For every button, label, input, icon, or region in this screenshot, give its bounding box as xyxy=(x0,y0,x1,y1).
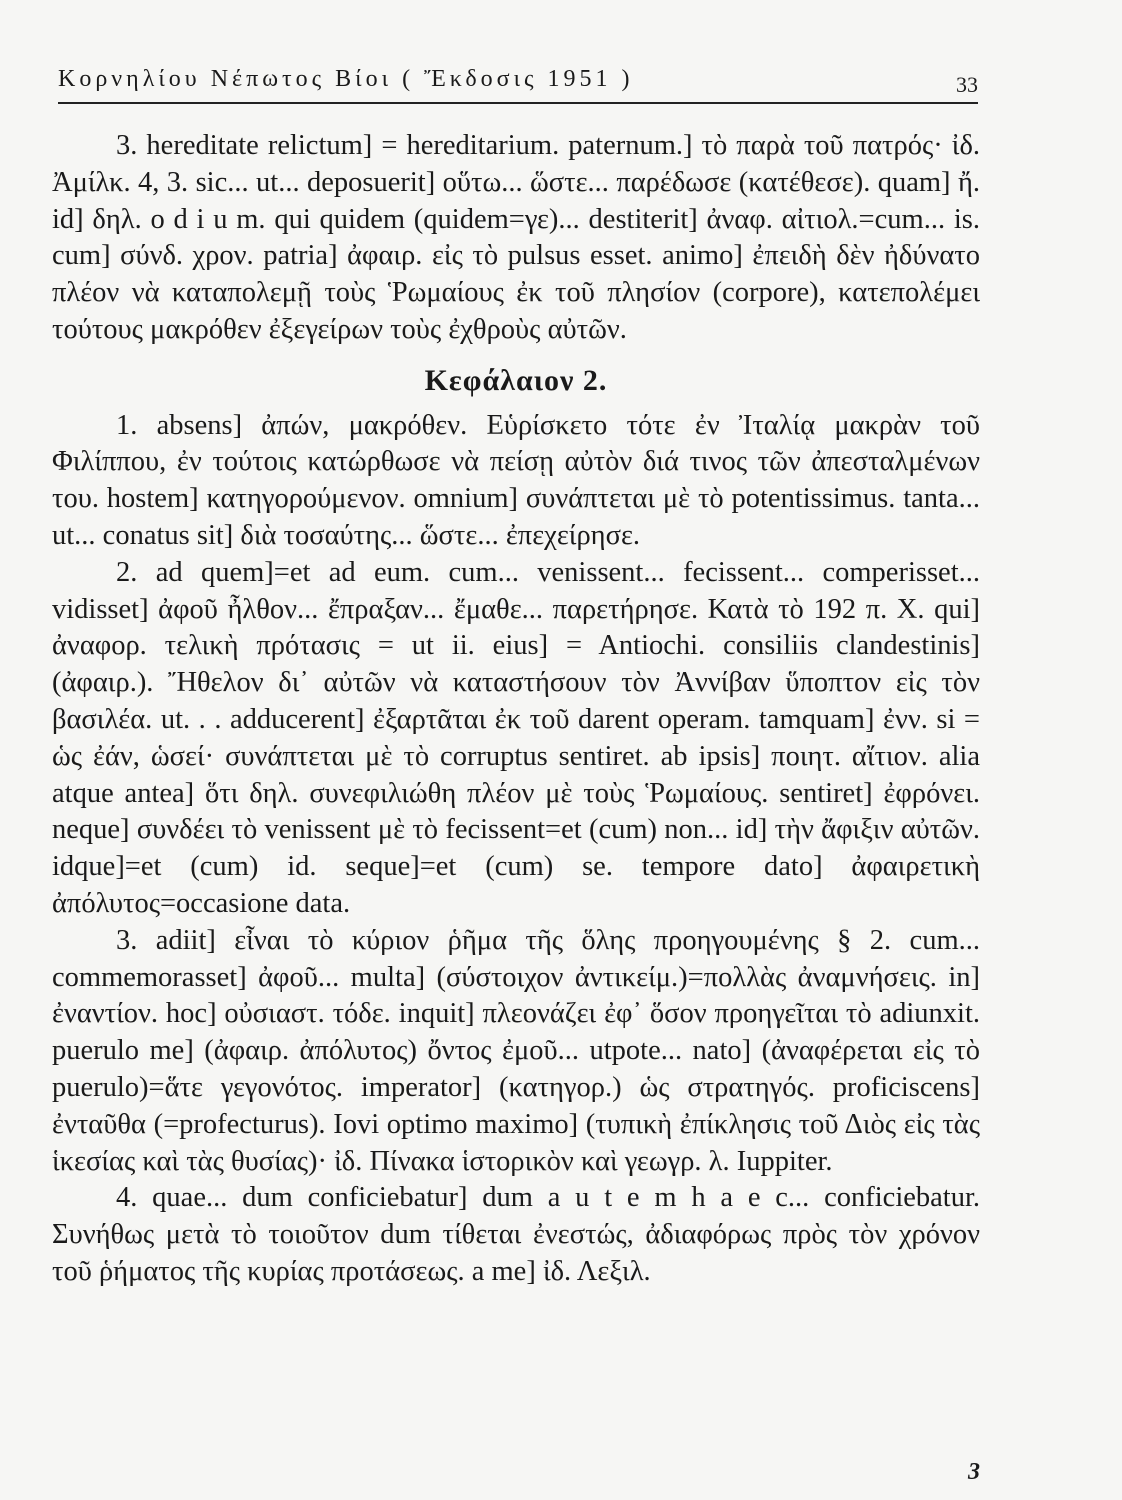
paragraph-ch2-note1: 1. absens] ἀπών, μακρόθεν. Εὑρίσκετο τότε ἐν Ἰταλίᾳ μακρὰν τοῦ Φιλίππου, ἐν τούτοις κατώρθωσε νὰ πείσῃ αὐτὸν διά τινος τῶν ἀπεσταλμένων του. hostem] κατηγορούμενον. omnium] συνάπτεται μὲ τὸ potentissimus. tanta... ut... conatus sit] διὰ τοσαύτης... ὥστε... ἐπεχείρησε. xyxy=(52,409,980,551)
running-title: Κορνηλίου Νέπωτος Βίοι ( Ἔκδοσις 1951 ) xyxy=(58,66,634,92)
chapter-heading: Κεφάλαιον 2. xyxy=(424,363,608,397)
paragraph-ch2-note2: 2. ad quem]=et ad eum. cum... venissent... fecissent... comperisset... vidisset] ἀφοῦ ἦλθον... ἔπραξαν... ἔμαθε... παρετήρησε. Κατὰ τὸ 192 π. Χ. qui] ἀναφορ. τελικὴ πρότασις = ut ii. eius] = Antiochi. consiliis clandestinis] (ἀφαιρ.). Ἤθελον δι᾽ αὐτῶν νὰ καταστήσουν τὸν Ἀννίβαν ὕποπτον εἰς τὸν βασιλέα. ut. . . adducerent] ἐξαρτᾶται ἐκ τοῦ darent operam. tamquam] ἐνν. si = ὡς ἐάν, ὡσεί· συνάπτεται μὲ τὸ corruptus sentiret. ab ipsis] ποιητ. αἴτιον. alia atque antea] ὅτι δηλ. συνεφιλιώθη πλέον μὲ τοὺς Ῥωμαίους. sentiret] ἐφρόνει. neque] συνδέει τὸ venissent μὲ τὸ fecissent=et (cum) non... id] τὴν ἄφιξιν αὐτῶν. idque]=et (cum) id. seque]=et (cum) se. tempore dato] ἀφαιρετικὴ ἀπόλυτος=occasione data. xyxy=(52,556,980,919)
commentary-body xyxy=(52,128,980,1291)
signature-mark: 3 xyxy=(968,1459,980,1485)
paragraph-ch2-note3: 3. adiit] εἶναι τὸ κύριον ῥῆμα τῆς ὅλης προηγουμένης § 2. cum... commemorasset] ἀφοῦ... multa] (σύστοιχον ἀντικείμ.)=πολλὰς ἀναμνήσεις. in] ἐναντίον. hoc] οὐσιαστ. τόδε. inquit] πλεονάζει ἐφ᾽ ὅσον προηγεῖται τὸ adiunxit. puerulo me] (ἀφαιρ. ἀπόλυτος) ὄντος ἐμοῦ... utpote... nato] (ἀναφέρεται εἰς τὸ puerulo)=ἅτε γεγονότος. imperator] (κατηγορ.) ὡς στρατηγός. proficiscens] ἐνταῦθα (=profecturus). Iovi optimo maximo] (τυπικὴ ἐπίκλησις τοῦ Διὸς εἰς τὰς ἱκεσίας καὶ τὰς θυσίας)· ἰδ. Πίνακα ἱστορικὸν καὶ γεωγρ. λ. Iuppiter. xyxy=(52,924,980,1177)
paragraph-ch1-note3: 3. hereditate relictum] = hereditarium. paternum.] τὸ παρὰ τοῦ πατρός· ἰδ. Ἀμίλκ. 4, 3. sic... ut... deposuerit] οὕτω... ὥστε... παρέδωσε (κατέθεσε). quam] ἤ. id] δηλ. o d i u m. qui quidem (quidem=γε)... destiterit] ἀναφ. αἰτιολ.=cum... is. cum] σύνδ. χρον. patria] ἀφαιρ. εἰς τὸ pulsus esset. animo] ἐπειδὴ δὲν ἠδύνατο πλέον νὰ καταπολεμῇ τοὺς Ῥωμαίους ἐκ τοῦ πλησίον (corpore), κατεπολέμει τούτους μακρόθεν ἐξεγείρων τοὺς ἐχθροὺς αὐτῶν. xyxy=(52,130,980,345)
page-number: 33 xyxy=(956,72,978,97)
paragraph-ch2-note4: 4. quae... dum conficiebatur] dum a u t e m h a e c... conficiebatur. Συνήθως μετὰ τὸ τοιοῦτον dum τίθεται ἐνεστώς, ἀδιαφόρως πρὸς τὸν χρόνον τοῦ ῥήματος τῆς κυρίας προτάσεως. a me] ἰδ. Λεξιλ. xyxy=(52,1182,980,1287)
running-header xyxy=(58,62,978,104)
